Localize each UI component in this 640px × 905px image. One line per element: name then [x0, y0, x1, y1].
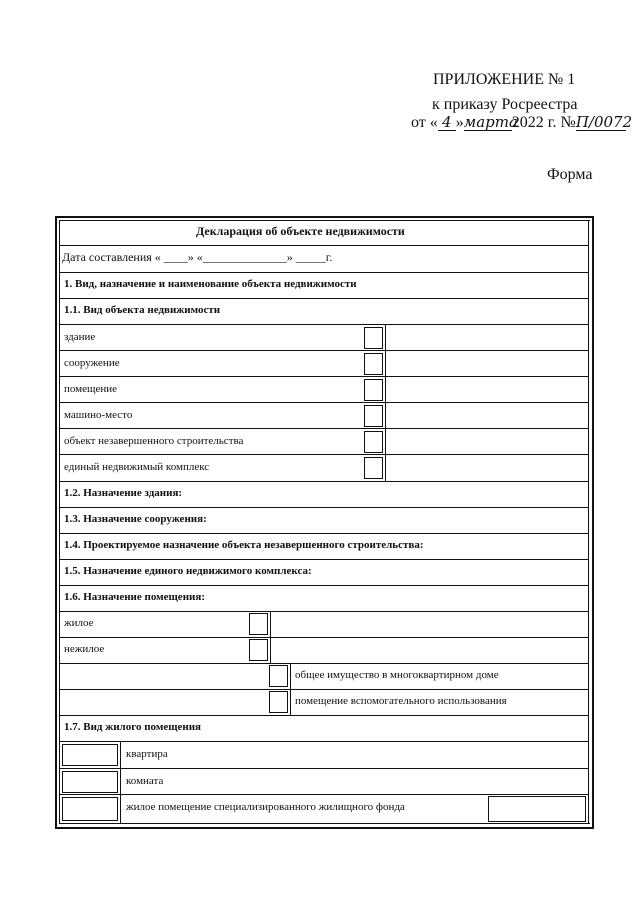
object-type-label: машино-место: [64, 409, 133, 421]
apartment-label: квартира: [126, 748, 168, 760]
row-line: [59, 350, 589, 351]
checkbox-building[interactable]: [364, 327, 383, 349]
section-1-3-heading: 1.3. Назначение сооружения:: [64, 513, 207, 525]
row-line: [59, 245, 589, 246]
row-line: [59, 454, 589, 455]
row-line: [59, 741, 589, 742]
row-line: [59, 402, 589, 403]
inner-right-line: [588, 220, 589, 824]
checkbox-specialized-housing[interactable]: [62, 797, 118, 821]
year-text: 2022 г. №: [511, 114, 576, 131]
row-line: [59, 663, 589, 664]
specialized-housing-field[interactable]: [488, 796, 586, 822]
checkbox-auxiliary-premises[interactable]: [269, 691, 288, 713]
handwritten-order-number: П/0072: [575, 113, 633, 131]
row-line: [59, 559, 589, 560]
row-line: [59, 272, 589, 273]
handwritten-month: марта: [463, 113, 518, 131]
checkbox-unfinished-construction[interactable]: [364, 431, 383, 453]
row-line: [59, 768, 589, 769]
object-type-label: помещение: [64, 383, 118, 395]
premises-purpose-label: жилое: [64, 617, 94, 629]
section-1-6-heading: 1.6. Назначение помещения:: [64, 591, 205, 603]
date-compiled-field[interactable]: Дата составления « ____» «______________» _____г.: [62, 250, 333, 264]
checkbox-structure[interactable]: [364, 353, 383, 375]
row-line: [59, 715, 589, 716]
appendix-title: ПРИЛОЖЕНИЕ № 1: [433, 71, 576, 88]
section-1-1-heading: 1.1. Вид объекта недвижимости: [64, 304, 221, 316]
declaration-title: Декларация об объекте недвижимости: [196, 224, 405, 238]
order-reference: к приказу Росреестра: [432, 96, 578, 113]
checkbox-apartment[interactable]: [62, 744, 118, 766]
row-line: [59, 481, 589, 482]
section-1-2-heading: 1.2. Назначение здания:: [64, 487, 183, 499]
room-label: комната: [126, 775, 164, 787]
object-type-label: здание: [64, 331, 96, 343]
section-1-heading: 1. Вид, назначение и наименование объекта недвижимости: [64, 278, 357, 290]
section-1-5-heading: 1.5. Назначение единого недвижимого комплекса:: [64, 565, 312, 577]
section-1-4-heading: 1.4. Проектируемое назначение объекта незавершенного строительства:: [64, 539, 424, 551]
object-type-label: сооружение: [64, 357, 120, 369]
order-date-line: [411, 113, 633, 132]
row-line: [59, 507, 589, 508]
date-prefix: от «: [411, 114, 438, 131]
premises-purpose-label: нежилое: [64, 643, 105, 655]
row-line: [59, 611, 589, 612]
outer-left-line: [55, 216, 57, 828]
row-line: [59, 428, 589, 429]
row-line: [59, 585, 589, 586]
row-line: [59, 637, 589, 638]
auxiliary-premises-label: помещение вспомогательного использования: [295, 695, 507, 707]
row-line: [59, 298, 589, 299]
col-divider-1-1: [385, 324, 386, 481]
inner-bottom-line: [59, 823, 590, 824]
inner-top-line: [59, 220, 590, 221]
month-open-quote: »: [455, 114, 464, 131]
row-line: [59, 689, 589, 690]
common-property-label: общее имущество в многоквартирном доме: [295, 669, 499, 681]
specialized-housing-label: жилое помещение специализированного жилищного фонда: [126, 801, 405, 813]
outer-top-line: [55, 216, 594, 218]
object-type-label: единый недвижимый комплекс: [64, 461, 210, 473]
row-line: [59, 324, 589, 325]
checkbox-non-residential[interactable]: [249, 639, 268, 661]
object-type-label: объект незавершенного строительства: [64, 435, 244, 447]
col-divider-1-6-sub: [290, 663, 291, 715]
checkbox-residential[interactable]: [249, 613, 268, 635]
row-line: [59, 376, 589, 377]
form-label: Форма: [547, 166, 593, 183]
row-line: [59, 794, 589, 795]
inner-left-line: [59, 220, 60, 824]
handwritten-day: 4: [438, 114, 456, 131]
checkbox-common-property[interactable]: [269, 665, 288, 687]
outer-right-line: [592, 216, 594, 828]
row-line: [59, 533, 589, 534]
col-divider-1-6: [270, 611, 271, 663]
col-divider-1-7: [120, 741, 121, 824]
checkbox-parking-space[interactable]: [364, 405, 383, 427]
section-1-7-heading: 1.7. Вид жилого помещения: [64, 721, 201, 733]
checkbox-single-complex[interactable]: [364, 457, 383, 479]
outer-bottom-line: [55, 827, 594, 829]
checkbox-premises[interactable]: [364, 379, 383, 401]
checkbox-room[interactable]: [62, 771, 118, 793]
